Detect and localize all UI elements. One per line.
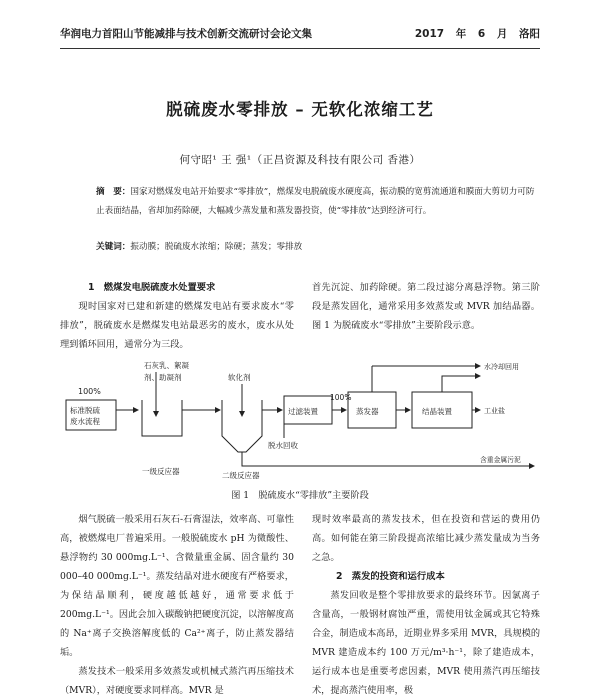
figure-1-caption: 图 1 脱硫废水“零排放”主要阶段 bbox=[231, 490, 369, 501]
lower-left-paragraph-2: 蒸发技术一般采用多效蒸发或机械式蒸汽再压缩技术（MVR），对硬度要求同样高。MVR 是 bbox=[60, 666, 294, 696]
input-percent: 100% bbox=[78, 387, 101, 396]
section-1-paragraph: 现时国家对已建和新建的燃煤发电站有要求废水“零排放”，脱硫废水是燃煤发电站最恶劣的废水，废水从处理到循环回用，通常分为三段。 bbox=[60, 301, 294, 350]
lower-left-paragraph-1: 烟气脱硫一般采用石灰石-石膏湿法，效率高、可靠性高，被燃煤电厂普遍采用。一般脱硫废水 pH 为微酸性、悬浮物约 30 000mg.L⁻¹、含微量重金属、固含量约 30 000–40 000mg.L⁻¹。蒸发结晶对进水硬度有严格要求，为保结晶顺利，硬度越低越好，通常要求低于 200mg.L⁻¹。因此会加入碳酸钠把硬度沉淀，以溶解度高的 Na⁺离子交换溶解度低的 Ca²⁺离子，防止蒸发器结垢。 bbox=[60, 514, 294, 658]
crystallizer-label: 结晶装置 bbox=[422, 407, 452, 416]
input-label-line1: 标准脱硫 bbox=[70, 406, 100, 415]
paper-title: 脱硫废水零排放 – 无软化浓缩工艺 bbox=[166, 100, 434, 119]
keywords bbox=[96, 240, 540, 254]
crystallizer-vapor-line bbox=[442, 376, 480, 392]
chemical-1-line1: 石灰乳、絮凝 bbox=[144, 361, 189, 370]
paper-authors: 何守昭¹ 王 强¹（正昌资源及科技有限公司 香港） bbox=[179, 154, 421, 166]
abstract-text: 国家对燃煤发电站开始要求“零排放”，燃煤发电脱硫废水硬度高，振动膜的宽剪流通道和膜面大剪切力可防止表面结晶，省却加药除硬，大幅减少蒸发量和蒸发器投资，使“零排放”达到经济可行。 bbox=[96, 187, 535, 216]
flow-percent: 100% bbox=[330, 393, 352, 402]
upper-right-column bbox=[312, 278, 540, 335]
lower-left-column bbox=[60, 510, 294, 700]
header-date-place: 2017 年 6 月 洛阳 bbox=[414, 28, 540, 40]
sludge-return-label: 脱水回收 bbox=[268, 441, 298, 450]
lower-right-column bbox=[312, 510, 540, 700]
first-reactor-label: 一级反应器 bbox=[142, 467, 180, 476]
output-heavy-metal-sludge: 含重金属污泥 bbox=[480, 456, 521, 464]
upper-left-column bbox=[60, 278, 294, 354]
chemical-1-line2: 剂、助凝剂 bbox=[144, 373, 182, 382]
header-proceedings-title: 华润电力首阳山节能减排与技术创新交流研讨会论文集 bbox=[60, 28, 312, 40]
abstract-label: 摘 要： bbox=[96, 187, 131, 197]
section-1-continuation: 首先沉淀、加药除硬。第二段过滤分离悬浮物。第三阶段是蒸发固化，通常采用多效蒸发或 MVR 加结晶器。图 1 为脱硫废水“零排放”主要阶段示意。 bbox=[312, 282, 540, 331]
evaporator-label: 蒸发器 bbox=[356, 407, 379, 416]
lower-right-paragraph-1: 现时效率最高的蒸发技术，但在投资和营运的费用仍高。如何能在第三阶段提高浓缩比减少蒸发量成为当务之急。 bbox=[312, 514, 540, 563]
section-1-heading: 1 燃煤发电脱硫废水处置要求 bbox=[88, 282, 216, 293]
second-reactor-label: 二级反应器 bbox=[222, 471, 260, 480]
abstract bbox=[96, 183, 540, 221]
keywords-label: 关键词： bbox=[96, 242, 131, 252]
filter-label: 过滤装置 bbox=[288, 407, 318, 416]
keywords-text: 振动膜；脱硫废水浓缩；除硬；蒸发；零排放 bbox=[130, 242, 303, 252]
figure-1-process-diagram bbox=[60, 356, 540, 482]
chemical-2-label: 软化剂 bbox=[228, 373, 251, 382]
first-reactor-tank bbox=[142, 400, 182, 436]
output-industrial-salt: 工业盐 bbox=[484, 407, 505, 415]
running-header bbox=[60, 26, 540, 48]
lower-right-paragraph-2: 蒸发回收是整个零排放要求的最终环节。因氯离子含量高，一般钢材腐蚀严重，需使用钛金属或其它特殊合金，制造成本高昂，近期业界多采用 MVR，具规模的 MVR 建造成本约 100 万元/m³·h⁻¹，除了建造成本，运行成本也是重要考虑因素，MVR 使用蒸汽再压缩技术，提高蒸汽使用率，极 bbox=[312, 590, 541, 696]
header-rule bbox=[60, 48, 540, 49]
output-recycle-water: 水冷却回用 bbox=[484, 363, 519, 371]
section-2-heading: 2 蒸发的投资和运行成本 bbox=[336, 571, 445, 582]
input-label-line2: 废水流程 bbox=[70, 417, 100, 426]
